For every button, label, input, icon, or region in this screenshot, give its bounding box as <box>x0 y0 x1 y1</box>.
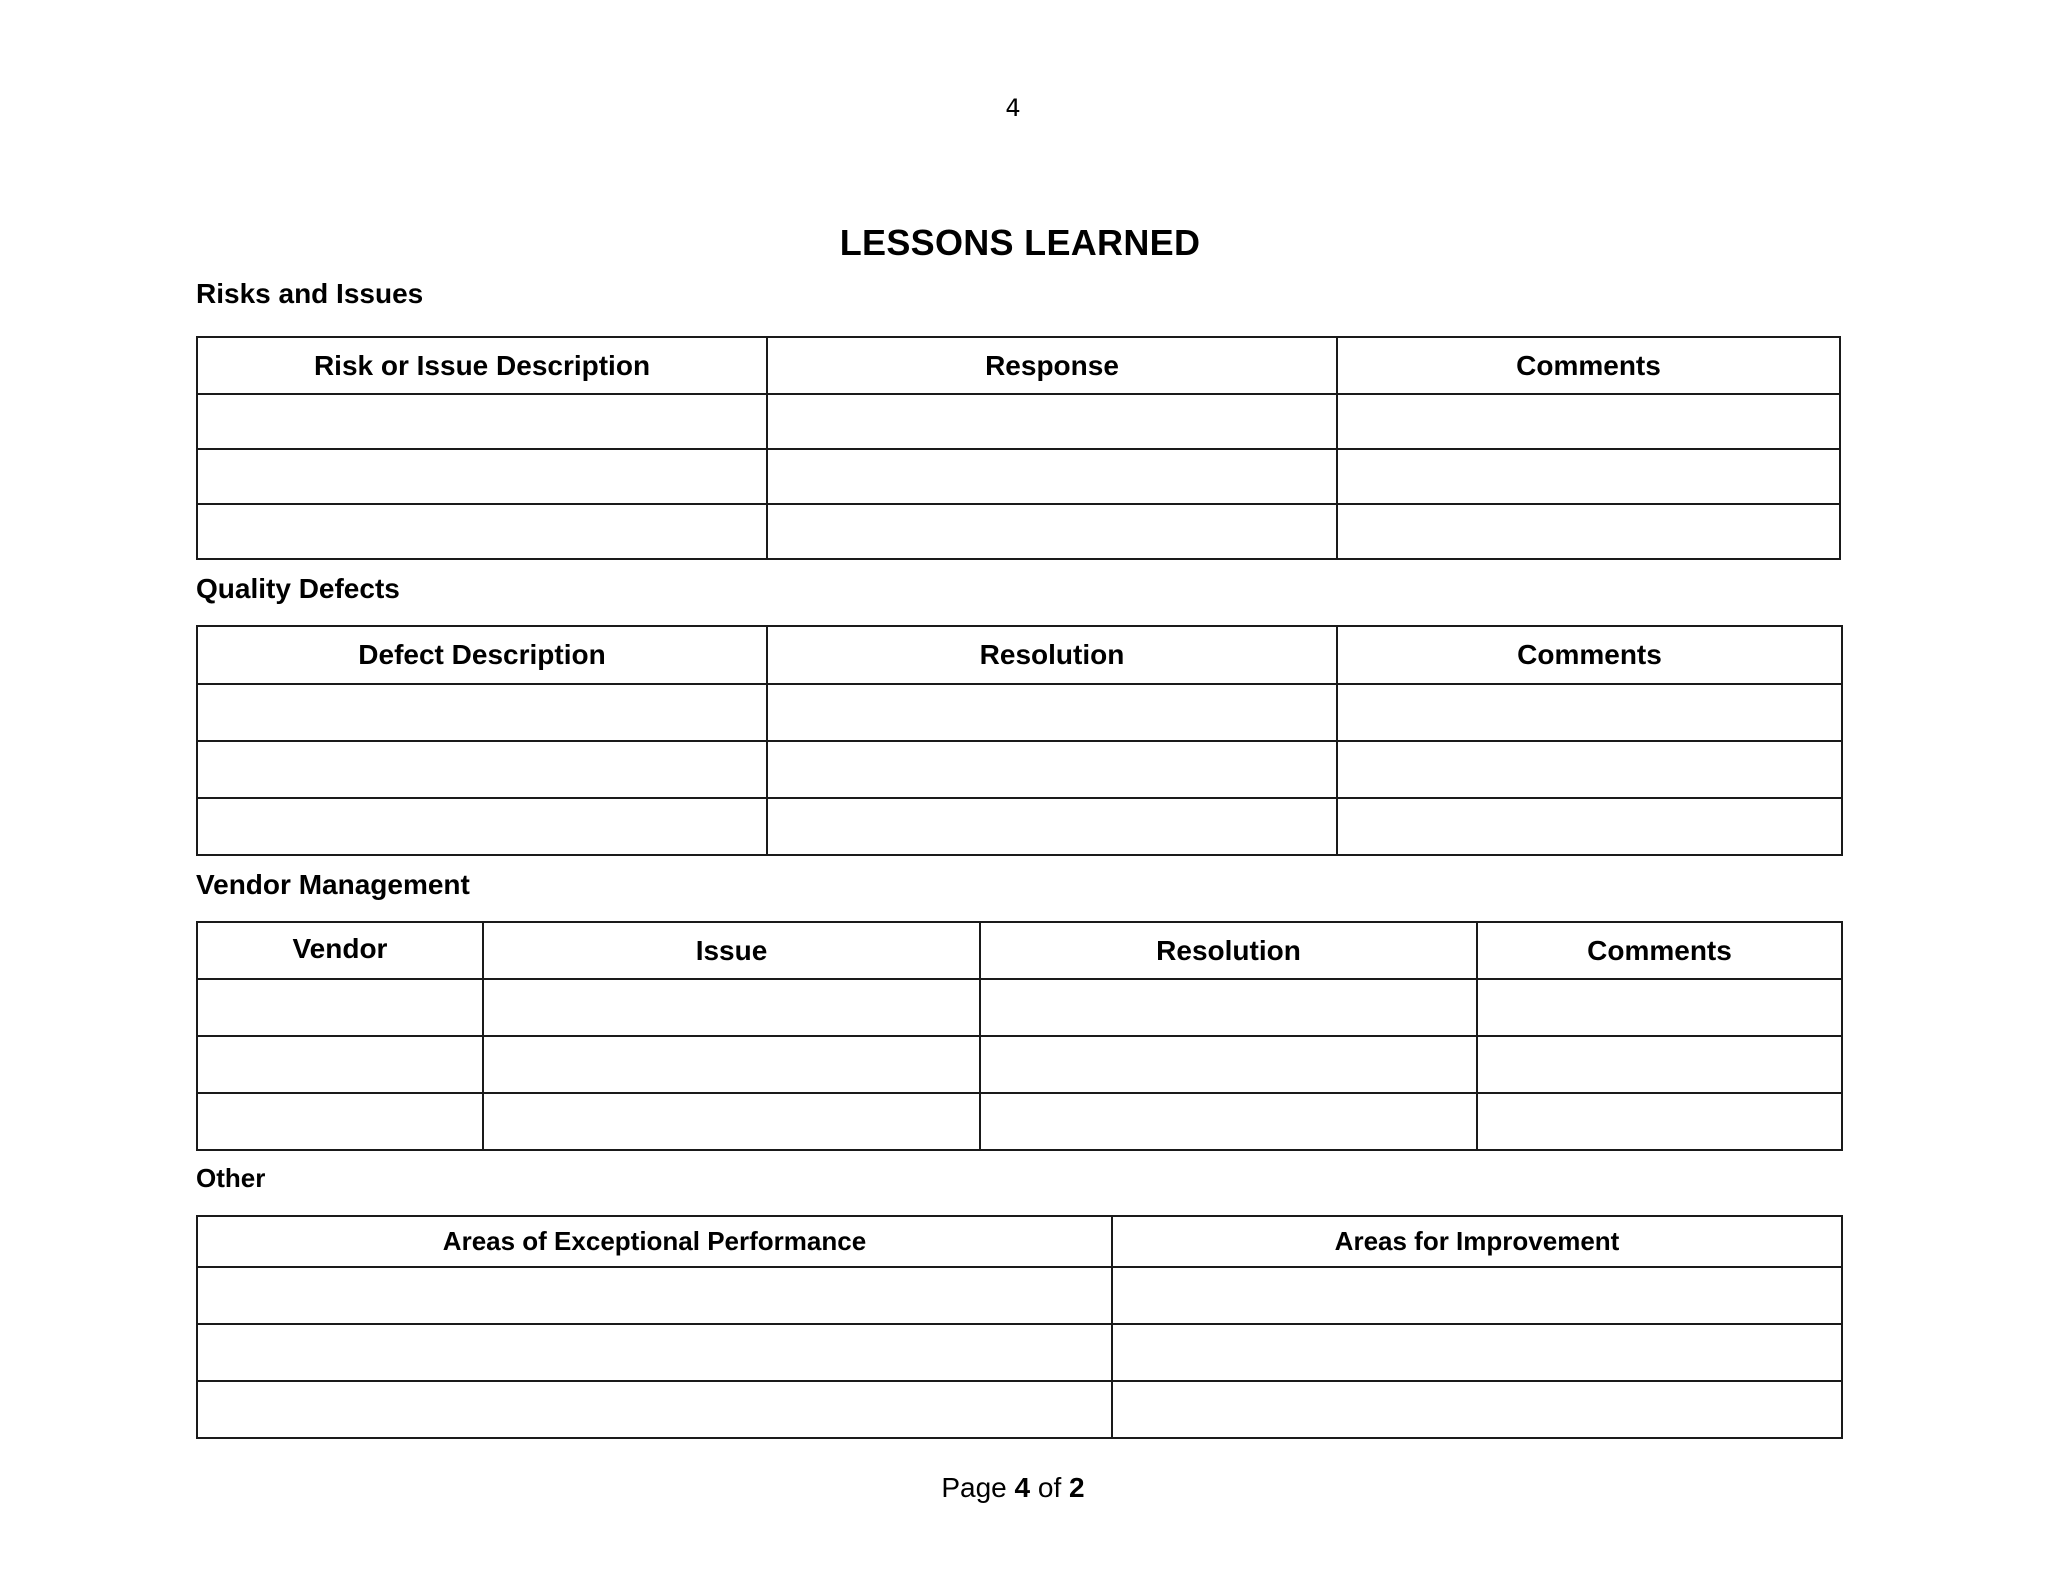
column-header-comments: Comments <box>1337 337 1840 394</box>
exceptional-performance-cell[interactable] <box>197 1267 1112 1324</box>
vendor-cell[interactable] <box>197 1036 483 1093</box>
table-row <box>197 798 1842 855</box>
comments-cell[interactable] <box>1337 684 1842 741</box>
resolution-cell[interactable] <box>767 684 1337 741</box>
table-row <box>197 684 1842 741</box>
table-row <box>197 741 1842 798</box>
table-row <box>197 504 1840 559</box>
resolution-cell[interactable] <box>767 798 1337 855</box>
column-header-issue: Issue <box>483 922 980 979</box>
comments-cell[interactable] <box>1477 1036 1842 1093</box>
section-heading-vendor-management: Vendor Management <box>196 869 470 900</box>
issue-cell[interactable] <box>483 979 980 1036</box>
footer-page-label: Page <box>941 1472 1007 1503</box>
table-row <box>197 979 1842 1036</box>
response-cell[interactable] <box>767 449 1337 504</box>
areas-for-improvement-cell[interactable] <box>1112 1324 1842 1381</box>
table-row <box>197 394 1840 449</box>
column-header-vendor: Vendor <box>197 922 483 979</box>
risk-description-cell[interactable] <box>197 504 767 559</box>
resolution-cell[interactable] <box>980 1093 1477 1150</box>
comments-cell[interactable] <box>1337 449 1840 504</box>
issue-cell[interactable] <box>483 1093 980 1150</box>
comments-cell[interactable] <box>1337 394 1840 449</box>
column-header-areas-for-improvement: Areas for Improvement <box>1112 1216 1842 1267</box>
comments-cell[interactable] <box>1477 1093 1842 1150</box>
comments-cell[interactable] <box>1337 741 1842 798</box>
resolution-cell[interactable] <box>767 741 1337 798</box>
table-header-row <box>197 337 1840 394</box>
page-title: LESSONS LEARNED <box>839 222 1201 263</box>
vendor-cell[interactable] <box>197 1093 483 1150</box>
section-heading-quality-defects: Quality Defects <box>196 573 400 604</box>
column-header-exceptional-performance: Areas of Exceptional Performance <box>197 1216 1112 1267</box>
response-cell[interactable] <box>767 504 1337 559</box>
page-footer <box>0 1472 2026 1504</box>
table-row <box>197 449 1840 504</box>
column-header-comments: Comments <box>1337 626 1842 684</box>
section-heading-other: Other <box>196 1163 266 1193</box>
table-header-row <box>197 922 1842 979</box>
other-table <box>196 1215 1843 1439</box>
table-row <box>197 1267 1842 1324</box>
comments-cell[interactable] <box>1337 798 1842 855</box>
top-page-number: 4 <box>1005 94 1021 122</box>
resolution-cell[interactable] <box>980 1036 1477 1093</box>
risks-and-issues-table <box>196 336 1841 560</box>
comments-cell[interactable] <box>1477 979 1842 1036</box>
column-header-response: Response <box>767 337 1337 394</box>
exceptional-performance-cell[interactable] <box>197 1324 1112 1381</box>
footer-current-page: 4 <box>1014 1472 1031 1503</box>
table-row <box>197 1036 1842 1093</box>
areas-for-improvement-cell[interactable] <box>1112 1267 1842 1324</box>
column-header-resolution: Resolution <box>980 922 1477 979</box>
column-header-resolution: Resolution <box>767 626 1337 684</box>
areas-for-improvement-cell[interactable] <box>1112 1381 1842 1438</box>
defect-description-cell[interactable] <box>197 741 767 798</box>
risk-description-cell[interactable] <box>197 394 767 449</box>
table-header-row <box>197 626 1842 684</box>
response-cell[interactable] <box>767 394 1337 449</box>
column-header-defect-description: Defect Description <box>197 626 767 684</box>
table-row <box>197 1093 1842 1150</box>
column-header-comments: Comments <box>1477 922 1842 979</box>
table-row <box>197 1324 1842 1381</box>
defect-description-cell[interactable] <box>197 798 767 855</box>
table-row <box>197 1381 1842 1438</box>
vendor-cell[interactable] <box>197 979 483 1036</box>
section-heading-risks-and-issues: Risks and Issues <box>196 278 424 309</box>
defect-description-cell[interactable] <box>197 684 767 741</box>
risk-description-cell[interactable] <box>197 449 767 504</box>
column-header-risk-description: Risk or Issue Description <box>197 337 767 394</box>
issue-cell[interactable] <box>483 1036 980 1093</box>
comments-cell[interactable] <box>1337 504 1840 559</box>
resolution-cell[interactable] <box>980 979 1477 1036</box>
quality-defects-table <box>196 625 1843 856</box>
exceptional-performance-cell[interactable] <box>197 1381 1112 1438</box>
vendor-management-table <box>196 921 1843 1151</box>
table-header-row <box>197 1216 1842 1267</box>
footer-of-label: of <box>1037 1472 1062 1503</box>
footer-total-pages: 2 <box>1069 1472 1085 1503</box>
